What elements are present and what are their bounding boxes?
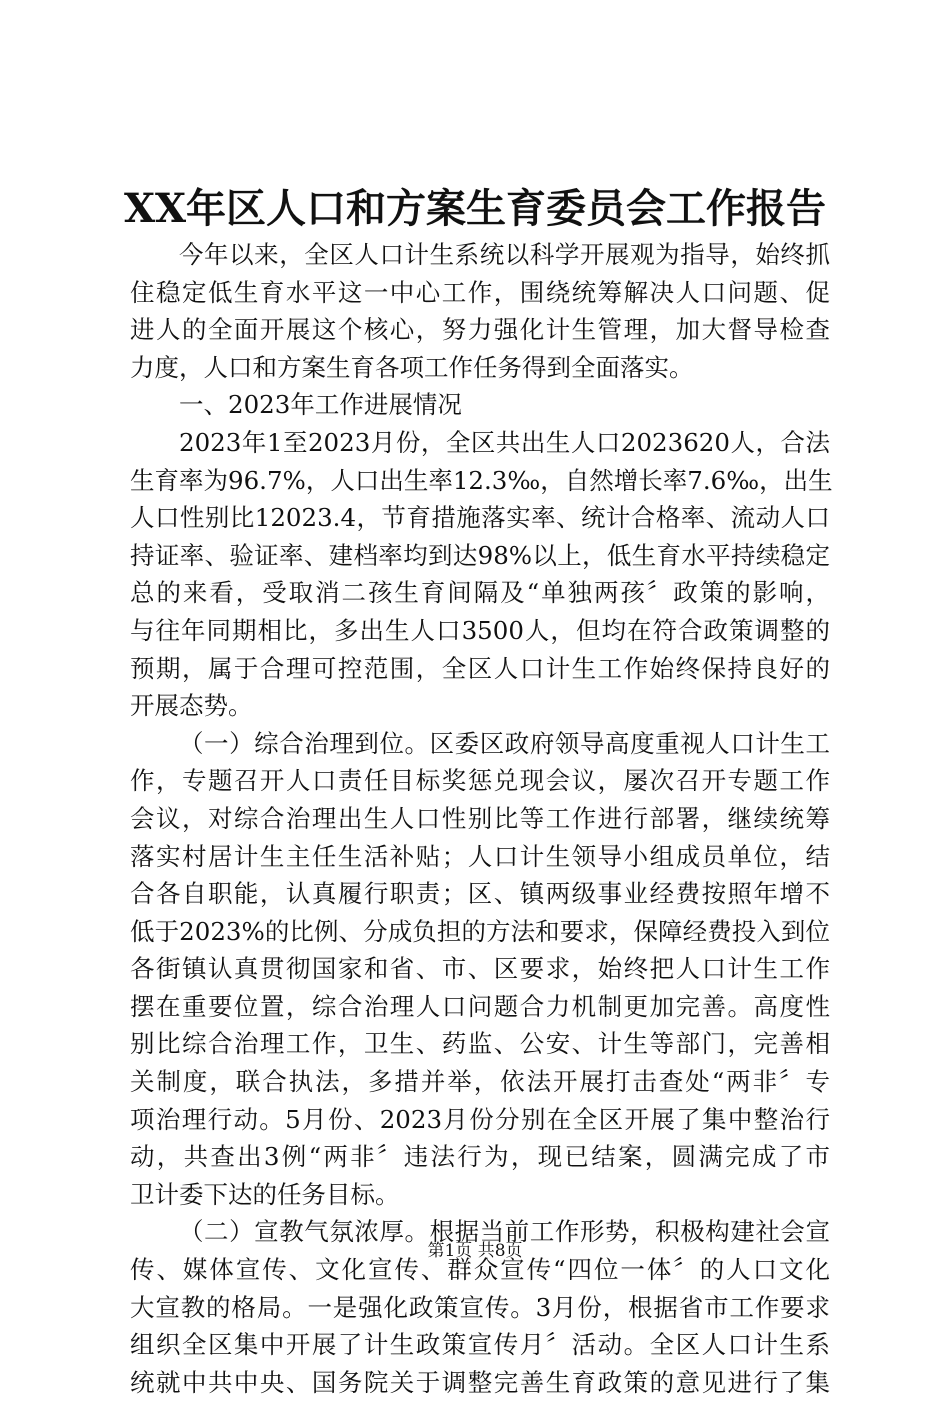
text-line: 人口性别比12023.4，节育措施落实率、统计合格率、流动人口 (130, 503, 830, 533)
text-line: 别比综合治理工作，卫生、药监、公安、计生等部门，完善相 (130, 1029, 830, 1059)
text-line: 卫计委下达的任务目标。 (130, 1179, 400, 1209)
text-line: 住稳定低生育水平这一中心工作，围绕统筹解决人口问题、促 (130, 277, 830, 307)
text-line: 预期，属于合理可控范围，全区人口计生工作始终保持良好的 (130, 653, 830, 683)
text-line: 今年以来，全区人口计生系统以科学开展观为指导，始终抓 (179, 240, 830, 269)
text-line: 低于2023%的比例、分成负担的方法和要求，保障经费投入到位 (130, 916, 830, 946)
text-line: 持证率、验证率、建档率均到达98%以上，低生育水平持续稳定 (130, 540, 830, 570)
text-line: 项治理行动。5月份、2023月份分别在全区开展了集中整治行 (130, 1104, 830, 1134)
text-line: 关制度，联合执法，多措并举，依法开展打击查处“两非〞专 (130, 1067, 830, 1097)
text-line: 各街镇认真贯彻国家和省、市、区要求，始终把人口计生工作 (130, 954, 830, 984)
text-line: 统就中共中央、国务院关于调整完善生育政策的意见进行了集 (130, 1367, 830, 1397)
text-line: 2023年1至2023月份，全区共出生人口2023620人，合法 (179, 427, 830, 457)
text-line: 总的来看，受取消二孩生育间隔及“单独两孩〞政策的影响， (130, 578, 830, 608)
text-line: 落实村居计生主任生活补贴；人口计生领导小组成员单位，结 (130, 841, 830, 871)
page-number: 第1页 共8页 (427, 1241, 523, 1261)
text-line: 进人的全面开展这个核心，努力强化计生管理，加大督导检查 (130, 315, 830, 345)
text-line: （一）综合治理到位。区委区政府领导高度重视人口计生工 (179, 728, 830, 758)
text-line: 作，专题召开人口责任目标奖惩兑现会议，屡次召开专题工作 (130, 766, 830, 796)
text-line: 合各自职能，认真履行职责；区、镇两级事业经费按照年增不 (130, 879, 830, 909)
text-line: 动，共查出3例“两非〞违法行为，现已结案，圆满完成了市 (130, 1142, 830, 1172)
text-line: 传、媒体宣传、文化宣传、群众宣传“四位一体〞的人口文化 (130, 1255, 830, 1285)
text-line: 会议，对综合治理出生人口性别比等工作进行部署，继续统筹 (130, 803, 830, 833)
text-line: 生育率为96.7%，人口出生率12.3‰，自然增长率7.6‰，出生 (130, 465, 833, 495)
text-line: 力度，人口和方案生育各项工作任务得到全面落实。 (130, 352, 694, 382)
text-line: 摆在重要位置，综合治理人口问题合力机制更加完善。高度性 (130, 991, 830, 1021)
text-line: 大宣教的格局。一是强化政策宣传。3月份，根据省市工作要求 (130, 1292, 830, 1322)
text-line: 组织全区集中开展了计生政策宣传月〞活动。全区人口计生系 (130, 1330, 830, 1360)
section-heading: 一、2023年工作进展情况 (179, 390, 462, 420)
text-line: （二）宣教气氛浓厚。根据当前工作形势，积极构建社会宣 (179, 1217, 830, 1247)
page-title: XX年区人口和方案生育委员会工作报告 (123, 185, 827, 232)
body-text (130, 236, 833, 1401)
text-line: 与往年同期相比，多出生人口3500人，但均在符合政策调整的 (130, 615, 830, 645)
text-line: 开展态势。 (130, 691, 253, 721)
